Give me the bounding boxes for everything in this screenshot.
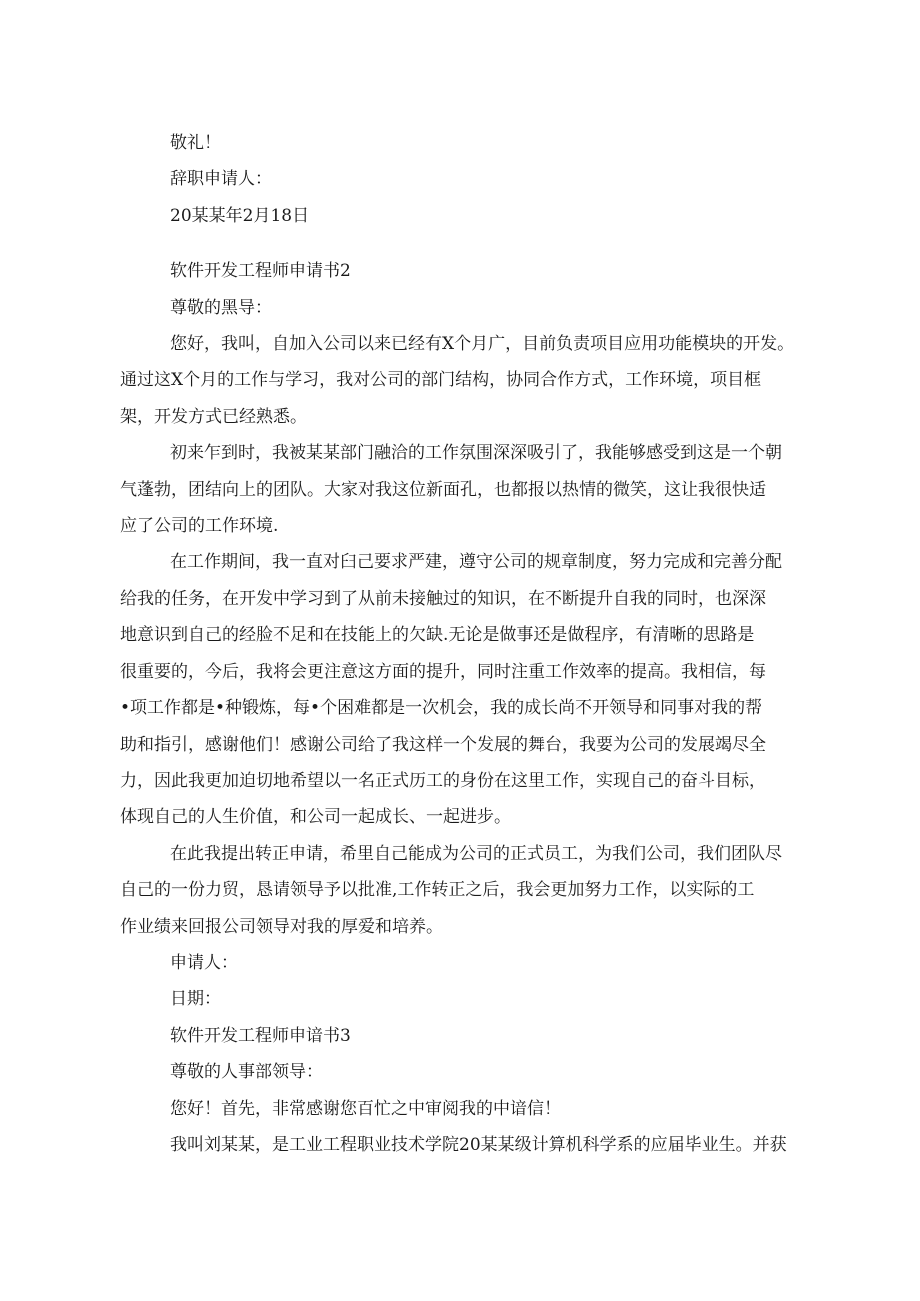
letter2-paragraph-4 [120,836,790,945]
document-page [120,125,795,1163]
closing-salute: 敬礼！ [170,133,221,153]
letter3-intro: 我叫刘某某，是工业工程职业技术学院20某某级计算机科学系的应届毕业生。并获 [170,1134,787,1155]
letter3-greeting: 尊敬的人事部领导： [170,1062,323,1083]
letter2-applicant: 申请人： [170,952,238,973]
letter2-greeting: 尊敬的黑导： [170,297,272,318]
closing-date: 20某某年2月18日 [170,205,310,226]
paragraph-line: 作业绩来回报公司领导对我的厚爱和培养。 [120,916,443,937]
paragraph-line: 在工作期间，我一直对臼己要求严建，遵守公司的规章制度，努力完成和完善分配 [170,552,782,573]
paragraph-line: 体现自己的人生价值，和公司一起成长、一起进步。 [120,807,511,828]
closing-signer: 辞职申请人： [170,169,272,190]
paragraph-line: 地意识到自己的经脸不足和在技能上的欠缺.无论是做事还是做程序，有清晰的思路是 [120,625,755,646]
letter2-paragraph-1 [120,326,795,435]
paragraph-line: 应了公司的工作环境. [120,516,279,537]
paragraph-line: 很重要的，今后，我将会更注意这方面的提升，同时注重工作效率的提高。我相信，每 [120,661,766,682]
paragraph-line: 在此我提出转正申请，希里自己能成为公司的正式员工，为我们公司，我们团队尽 [170,843,782,864]
letter3-title: 软件开发工程师申谙书3 [170,1025,351,1046]
letter2-title: 软件开发工程师申请书2 [170,261,351,282]
letter3-opening: 您好！首先，非常感谢您百忙之中审阅我的中谙信！ [170,1098,561,1119]
paragraph-line: 架，开发方式已经熟悉。 [120,406,307,427]
paragraph-line: 您好，我叫，自加入公司以来已经有X个月广，目前负责项目应用功能模块的开发。 [170,334,795,355]
paragraph-line: 气蓬勃，团结向上的团队。大家对我这位新面孔，也都报以热情的微笑，这让我很快适 [120,479,766,500]
paragraph-line: 自己的一份力贸，恳请领导予以批准,工作转正之后，我会更加努力工作，以实际的工 [120,880,755,901]
letter2-paragraph-2 [120,435,790,544]
letter2-date-label: 日期： [170,989,221,1010]
paragraph-line: •项工作都是•种锻炼，每•个困难都是一次机会，我的成长尚不开领导和同事对我的帮 [120,698,763,719]
paragraph-line: 助和指引，感谢他们！感谢公司给了我这样一个发展的舞台，我要为公司的发展竭尽全 [120,734,766,755]
paragraph-line: 初来乍到时，我被某某部门融洽的工作氛围深深吸引了，我能够感受到这是一个朝 [170,443,782,464]
paragraph-line: 力，因此我更加迫切地希望以一名正式历工的身份在这里工作，实现自己的奋斗目标， [120,770,766,791]
paragraph-line: 通过这X个月的工作与学习，我对公司的部门结构，协同合作方式，工作环境，项目框 [120,370,762,391]
letter2-paragraph-3 [120,544,790,835]
paragraph-line: 给我的任务，在开发中学习到了从前未接触过的知识，在不断提升自我的同时，也深深 [120,588,766,609]
